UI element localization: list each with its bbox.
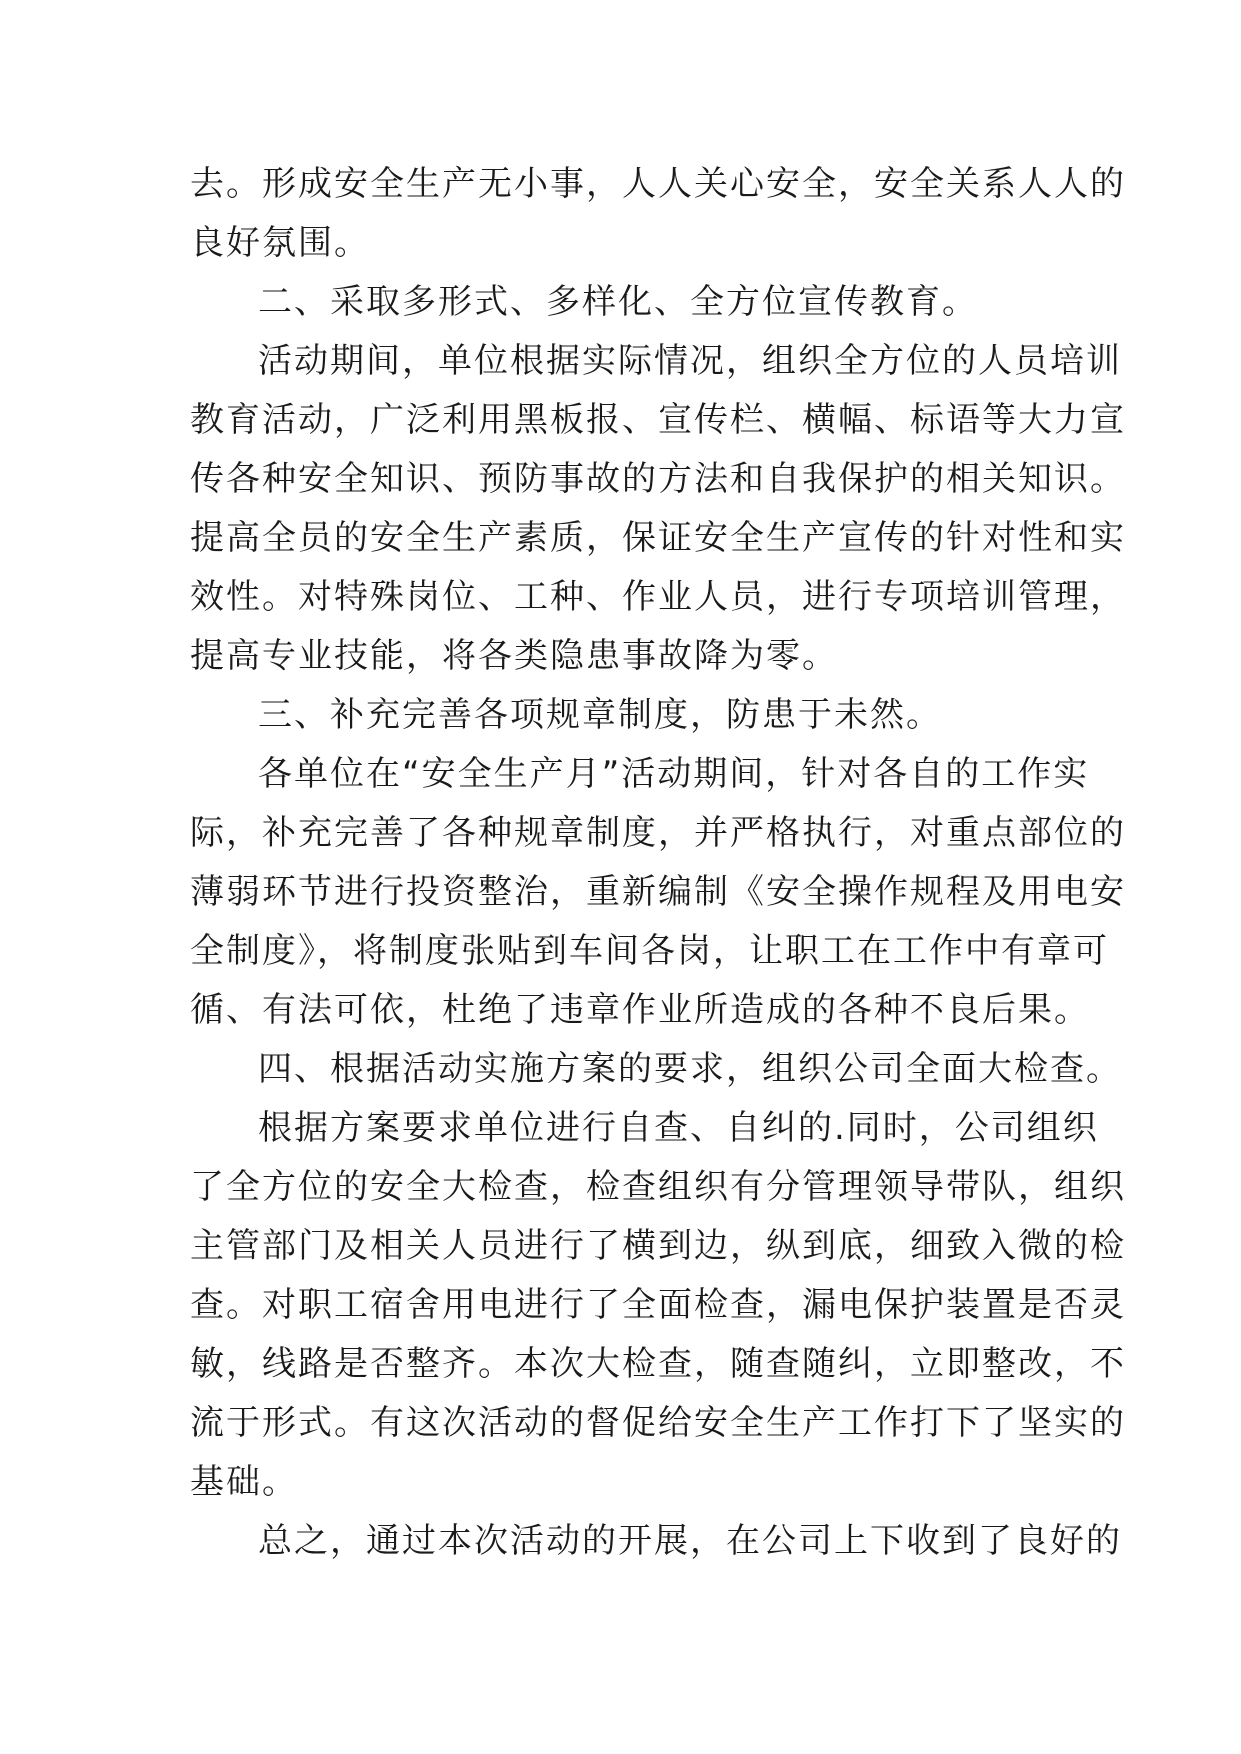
- text-line: 基础。: [190, 1462, 298, 1502]
- section-heading: 三、补充完善各项规章制度，防患于未然。: [258, 695, 942, 735]
- text-line: 教育活动，广泛利用黑板报、宣传栏、横幅、标语等大力宣: [190, 400, 1126, 440]
- text-line: 良好氛围。: [190, 223, 370, 263]
- text-line: 活动期间，单位根据实际情况，组织全方位的人员培训: [258, 341, 1122, 381]
- text-line: 提高专业技能，将各类隐患事故降为零。: [190, 636, 838, 676]
- text-line: 薄弱环节进行投资整治，重新编制《安全操作规程及用电安: [190, 872, 1126, 912]
- text-line: 全制度》，将制度张贴到车间各岗，让职工在工作中有章可: [190, 931, 1109, 971]
- text-line: 总之，通过本次活动的开展，在公司上下收到了良好的: [258, 1521, 1122, 1561]
- text-line: 传各种安全知识、预防事故的方法和自我保护的相关知识。: [190, 459, 1126, 499]
- text-line: 提高全员的安全生产素质，保证安全生产宣传的针对性和实: [190, 518, 1126, 558]
- text-line: 查。对职工宿舍用电进行了全面检查，漏电保护装置是否灵: [190, 1285, 1126, 1325]
- text-line: 敏，线路是否整齐。本次大检查，随查随纠，立即整改，不: [190, 1344, 1126, 1384]
- text-line: 循、有法可依，杜绝了违章作业所造成的各种不良后果。: [190, 990, 1090, 1030]
- document-body: [190, 155, 1126, 1571]
- section-heading: 四、根据活动实施方案的要求，组织公司全面大检查。: [258, 1049, 1122, 1089]
- text-line: 根据方案要求单位进行自查、自纠的.同时，公司组织: [258, 1108, 1099, 1148]
- text-line: 主管部门及相关人员进行了横到边，纵到底，细致入微的检: [190, 1226, 1126, 1266]
- text-line: 去。形成安全生产无小事，人人关心安全，安全关系人人的: [190, 164, 1126, 204]
- section-heading: 二、采取多形式、多样化、全方位宣传教育。: [258, 282, 978, 322]
- text-line: 流于形式。有这次活动的督促给安全生产工作打下了坚实的: [190, 1403, 1126, 1443]
- text-line: 各单位在“安全生产月”活动期间，针对各自的工作实: [258, 754, 1090, 794]
- text-line: 际，补充完善了各种规章制度，并严格执行，对重点部位的: [190, 813, 1126, 853]
- text-line: 效性。对特殊岗位、工种、作业人员，进行专项培训管理，: [190, 577, 1126, 617]
- text-line: 了全方位的安全大检查，检查组织有分管理领导带队，组织: [190, 1167, 1126, 1207]
